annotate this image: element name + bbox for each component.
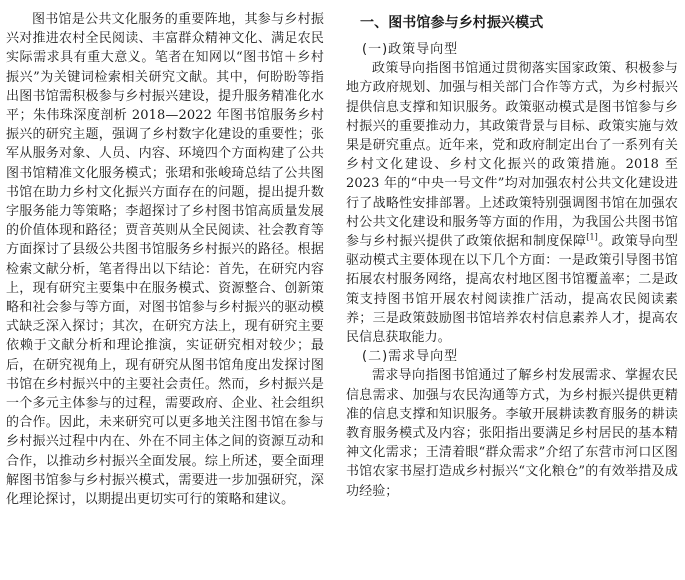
subsection-heading-demand: (二)需求导向型	[362, 349, 459, 365]
left-column	[6, 10, 324, 509]
policy-driven-paragraph	[346, 59, 678, 347]
policy-text-part-a: 政策导向指图书馆通过贯彻落实国家政策、积极参与地方政府规划、加强与相关部门合作等方式，为乡村振兴提供信息支撑和知识服务。政策驱动模式是图书馆参与乡村振兴的重要推动力，其政策背景与目标、政策实施与效果是研究重点。近年来，党和政府制定出台了一系列有关乡村文化建设、乡村文化振兴的政策措施。2018 至 2023 年的“中央一号文件”均对加强农村公共文化建设进行了战略性安排部署。上述政策特别强调图书馆在加强农村公共文化建设和服务等方面的作用，为我国公共图书馆参与乡村振兴提供了政策依据和制度保障	[346, 61, 678, 250]
literature-review-paragraph: 图书馆是公共文化服务的重要阵地，其参与乡村振兴对推进农村全民阅读、丰富群众精神文化、满足农民实际需求具有重大意义。笔者在知网以“图书馆＋乡村振兴”为关键词检索相关研究文献。其中，何盼盼等指出图书馆需积极参与乡村振兴建设，提升服务精准化水平；朱伟珠深度剖析 2018—2022 年图书馆服务乡村振兴的研究主题，强调了乡村数字化建设的重要性；张军从服务对象、人员、内容、环境四个方面构建了公共图书馆精准文化服务模式；张珺和张峻琦总结了公共图书馆在助力乡村文化振兴方面存在的问题，提出提升数字服务能力等策略；李超探讨了乡村图书馆高质量发展的价值体现和路径；贾音英则从全民阅读、社会教育等方面探讨了县级公共图书馆服务乡村振兴的路径。根据检索文献分析，笔者得出以下结论：首先，在研究内容上，现有研究主要集中在服务模式、资源整合、创新策略和社会参与等方面，对图书馆参与乡村振兴的驱动模式缺乏深入探讨；其次，在研究方法上，现有研究主要依赖于文献分析和理论推演，实证研究相对较少；最后，在研究视角上，现有研究从图书馆角度出发探讨图书馆在乡村振兴中的主要社会责任。然而，乡村振兴是一个多元主体参与的过程，需要政府、企业、社会组织的合作。因此，未来研究可以更多地关注图书馆在参与乡村振兴过程中内在、外在不同主体之间的资源互动和合作，以推动乡村振兴全面发展。综上所述，要全面理解图书馆参与乡村振兴模式，需要进一步加强研究，深化理论探讨，以期提出更切实可行的策略和建议。	[6, 12, 324, 508]
right-column	[346, 10, 678, 501]
policy-text-part-b: 。政策导向型驱动模式主要体现在以下几个方面：一是政策引导图书馆拓展农村服务网络，提高农村地区图书馆覆盖率；二是政策支持图书馆开展农村阅读推广活动，提高农民阅读素养；三是政策鼓励图书馆培养农村信息素养人才，提高农民信息获取能力。	[346, 234, 678, 346]
citation-marker: [1]	[586, 232, 598, 242]
subsection-heading-policy: (一)政策导向型	[362, 42, 459, 57]
section-heading: 一、图书馆参与乡村振兴模式	[360, 15, 544, 31]
demand-driven-paragraph: 需求导向指图书馆通过了解乡村发展需求、掌握农民信息需求、加强与农民沟通等方式，为乡村振兴提供更精准的信息支撑和知识服务。李敏开展耕读教育服务的耕读教育服务模式及内容；张阳指出要满足乡村居民的基本精神文化需求；王清着眼“群众需求”介绍了东营市河口区图书馆农家书屋打造成乡村振兴“文化粮仓”的有效举措及成功经验；	[346, 368, 678, 499]
